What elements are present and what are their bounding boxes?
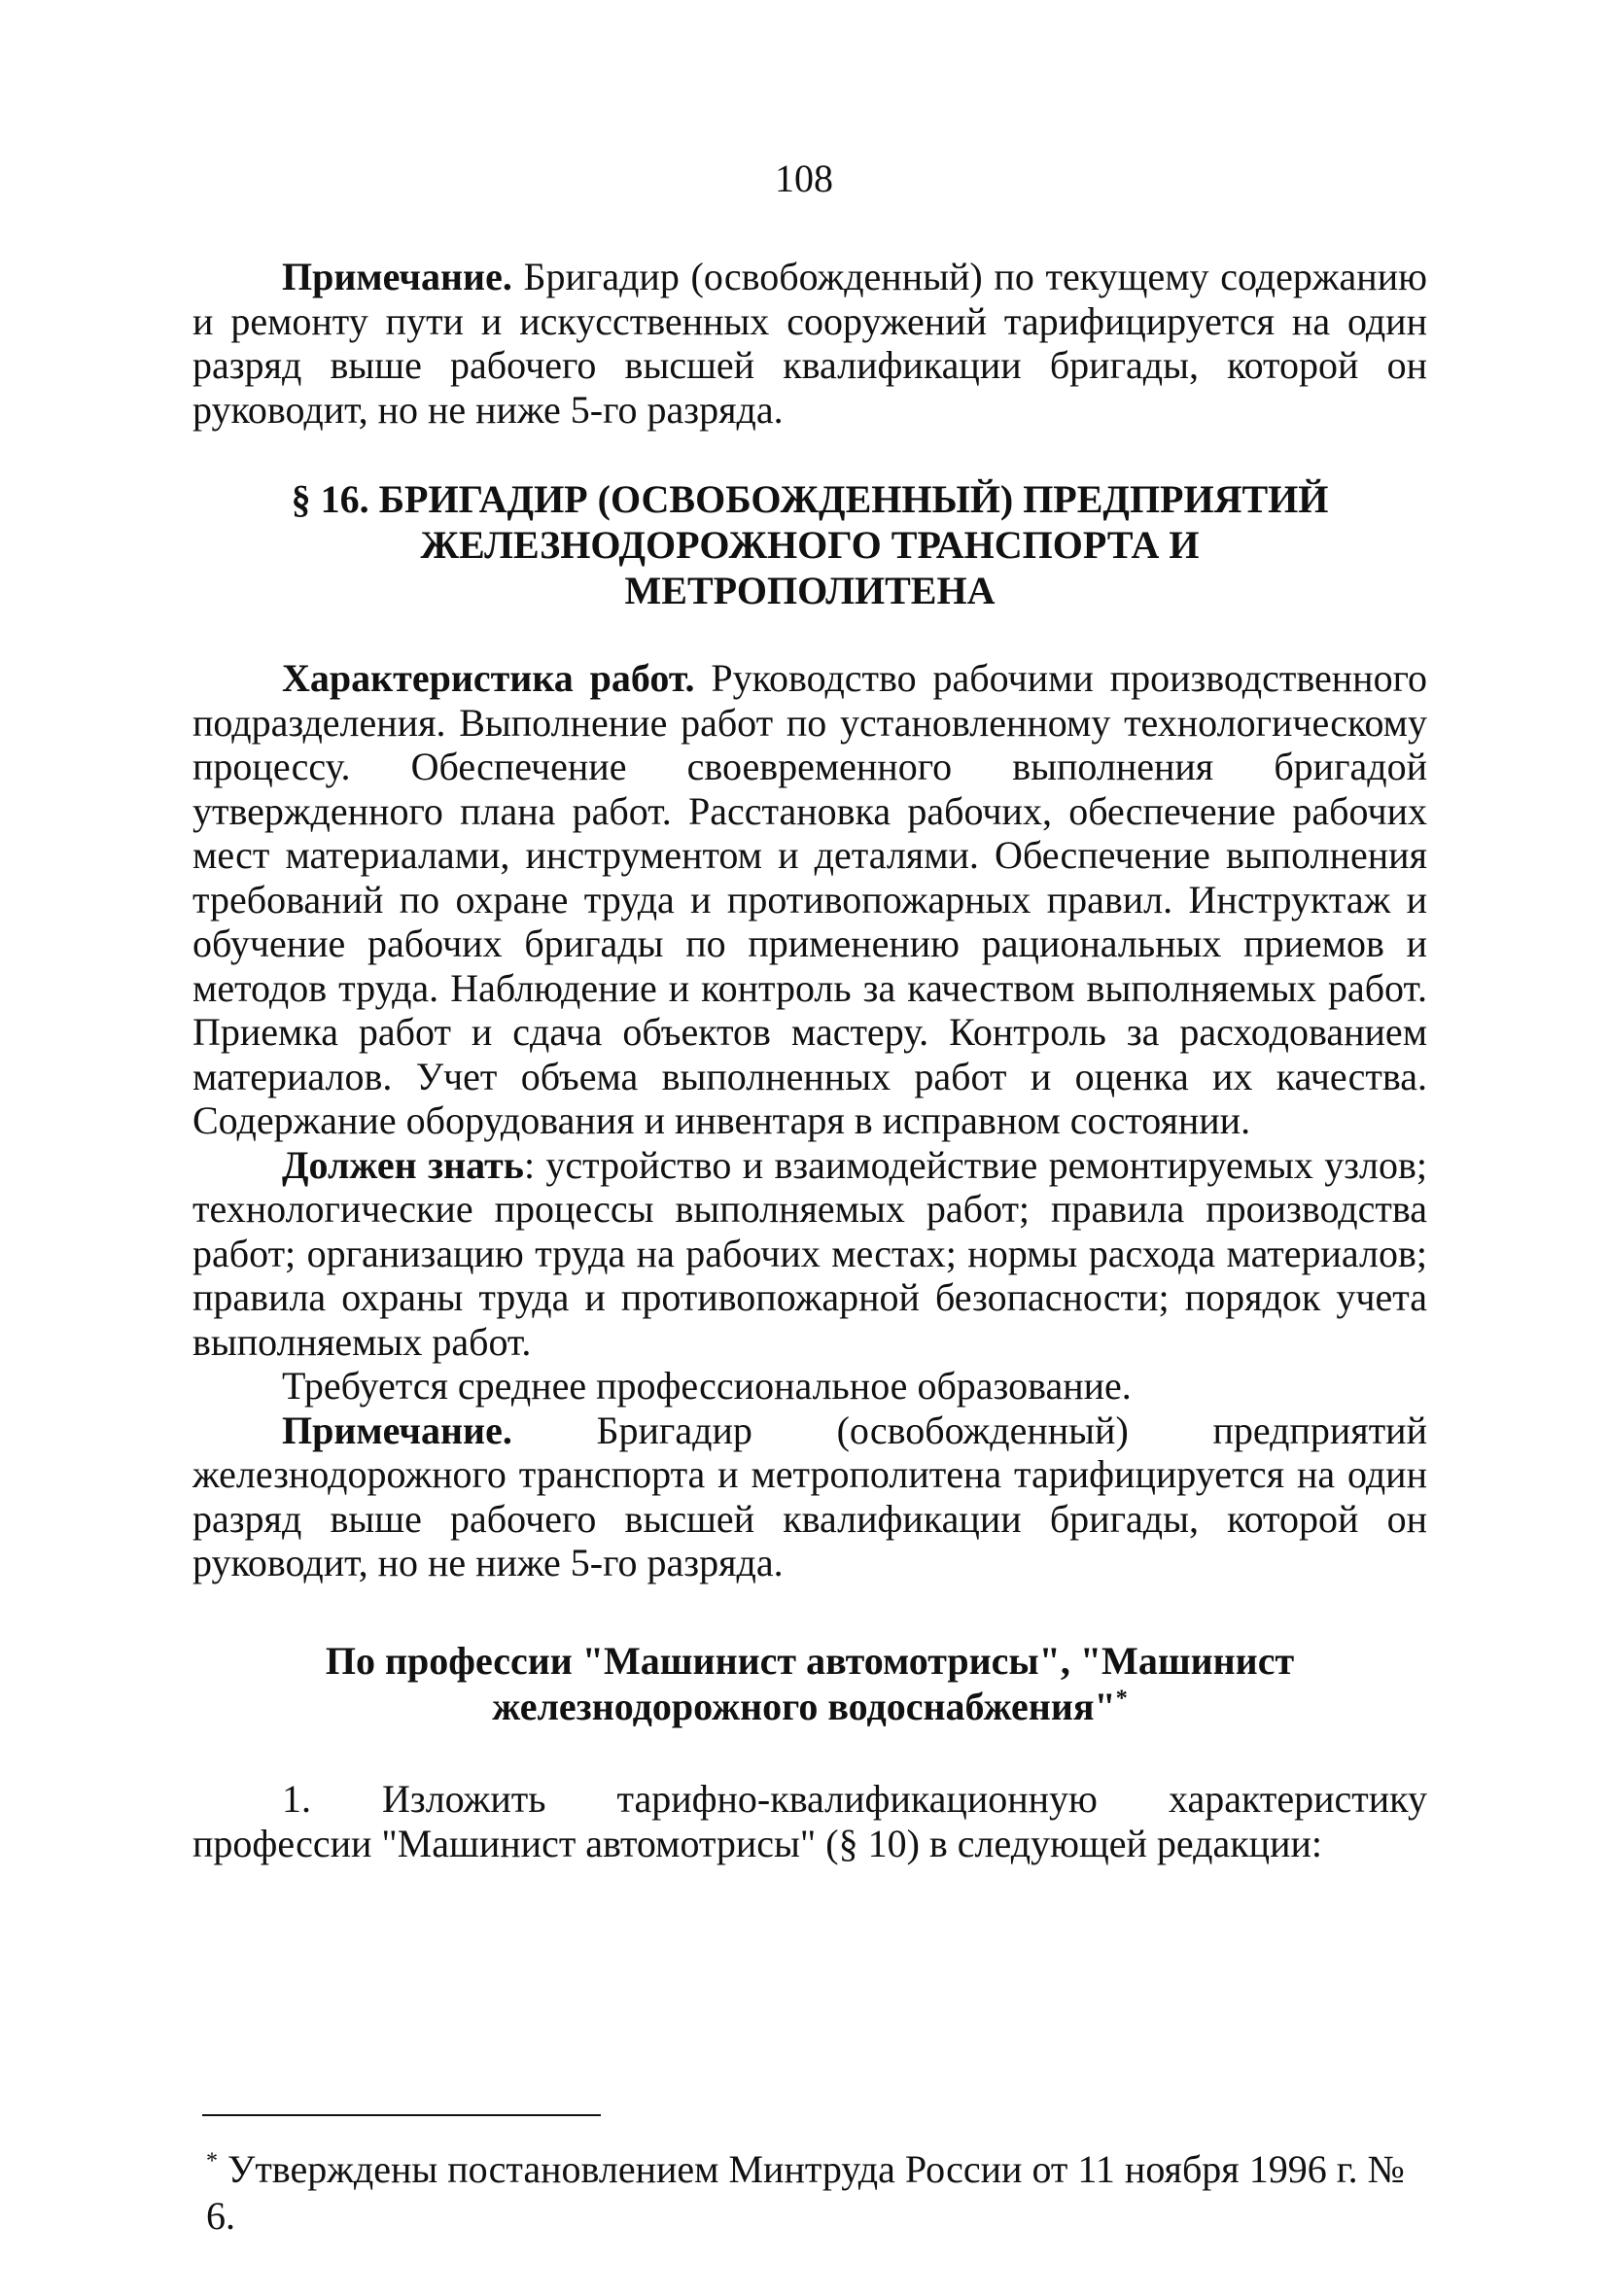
must-know-label: Должен знать xyxy=(282,1142,524,1187)
footnote-divider xyxy=(202,2114,601,2116)
must-know-text: : устройство и взаимодействие ремонтируемых узлов; технологические процессы выполняемых работ; правила производства работ; организацию труда на рабочих местах; нормы расхода материалов; правила охраны труда и противопожарной безопасности; порядок учета выполняемых работ. xyxy=(192,1142,1427,1364)
footnote-reference-mark: * xyxy=(1115,1686,1128,1712)
body-text xyxy=(192,656,1427,1585)
footnote xyxy=(206,2146,1431,2240)
note-2-label: Примечание. xyxy=(282,1408,512,1452)
characteristics-label: Характеристика работ. xyxy=(282,656,695,700)
section-heading-line-2: ЖЕЛЕЗНОДОРОЖНОГО ТРАНСПОРТА И xyxy=(420,523,1200,567)
education-paragraph: Требуется среднее профессиональное образование. xyxy=(282,1364,1132,1408)
characteristics-text: Руководство рабочими производственного подразделения. Выполнение работ по установленному технологическому процессу. Обеспечение своевременного выполнения бригадой утвержденного плана работ. Расстановка рабочих, обеспечение рабочих мест материалами, инструментом и деталями. Обеспечение выполнения требований по охране труда и противопожарных правил. Инструктаж и обучение рабочих бригады по применению рациональных приемов и методов труда. Наблюдение и контроль за качеством выполняемых работ. Приемка работ и сдача объектов мастеру. Контроль за расходованием материалов. Учет объема выполненных работ и оценка их качества. Содержание оборудования и инвентаря в исправном состоянии. xyxy=(192,656,1427,1142)
section-heading-line-3: МЕТРОПОЛИТЕНА xyxy=(624,569,996,612)
item-1-block xyxy=(192,1777,1427,1865)
must-know-paragraph xyxy=(192,1143,1427,1365)
footnote-text: Утверждены постановлением Минтруда России от 11 ноября 1996 г. № 6. xyxy=(206,2147,1405,2238)
note-paragraph-2 xyxy=(192,1409,1427,1585)
section-heading-line-1: § 16. БРИГАДИР (ОСВОБОЖДЕННЫЙ) ПРЕДПРИЯТИЙ xyxy=(291,477,1329,521)
profession-heading xyxy=(192,1638,1427,1729)
note-text: Бригадир (освобожденный) по текущему содержанию и ремонту пути и искусственных сооружений тарифицируется на один разряд выше рабочего высшей квалификации бригады, которой он руководит, но не ниже 5-го разряда. xyxy=(192,255,1427,432)
profession-heading-line-1: По профессии "Машинист автомотрисы", "Машинист xyxy=(325,1639,1295,1683)
note-paragraph-1 xyxy=(192,255,1427,432)
section-heading xyxy=(192,476,1427,613)
profession-heading-line-2-text: железнодорожного водоснабжения" xyxy=(492,1685,1116,1728)
footnote-mark: * xyxy=(206,2148,218,2174)
profession-heading-line-2 xyxy=(192,1684,1427,1729)
note-label: Примечание. xyxy=(282,255,512,298)
page-number: 108 xyxy=(775,157,833,200)
characteristics-paragraph xyxy=(192,656,1427,1143)
note-2-text: Бригадир (освобожденный) предприятий железнодорожного транспорта и метрополитена тарифицируется на один разряд выше рабочего высшей квалификации бригады, которой он руководит, но не ниже 5-го разряда. xyxy=(192,1408,1427,1584)
item-1-paragraph: 1. Изложить тарифно-квалификационную характеристику профессии "Машинист автомотрисы" (§ 10) в следующей редакции: xyxy=(192,1777,1427,1865)
